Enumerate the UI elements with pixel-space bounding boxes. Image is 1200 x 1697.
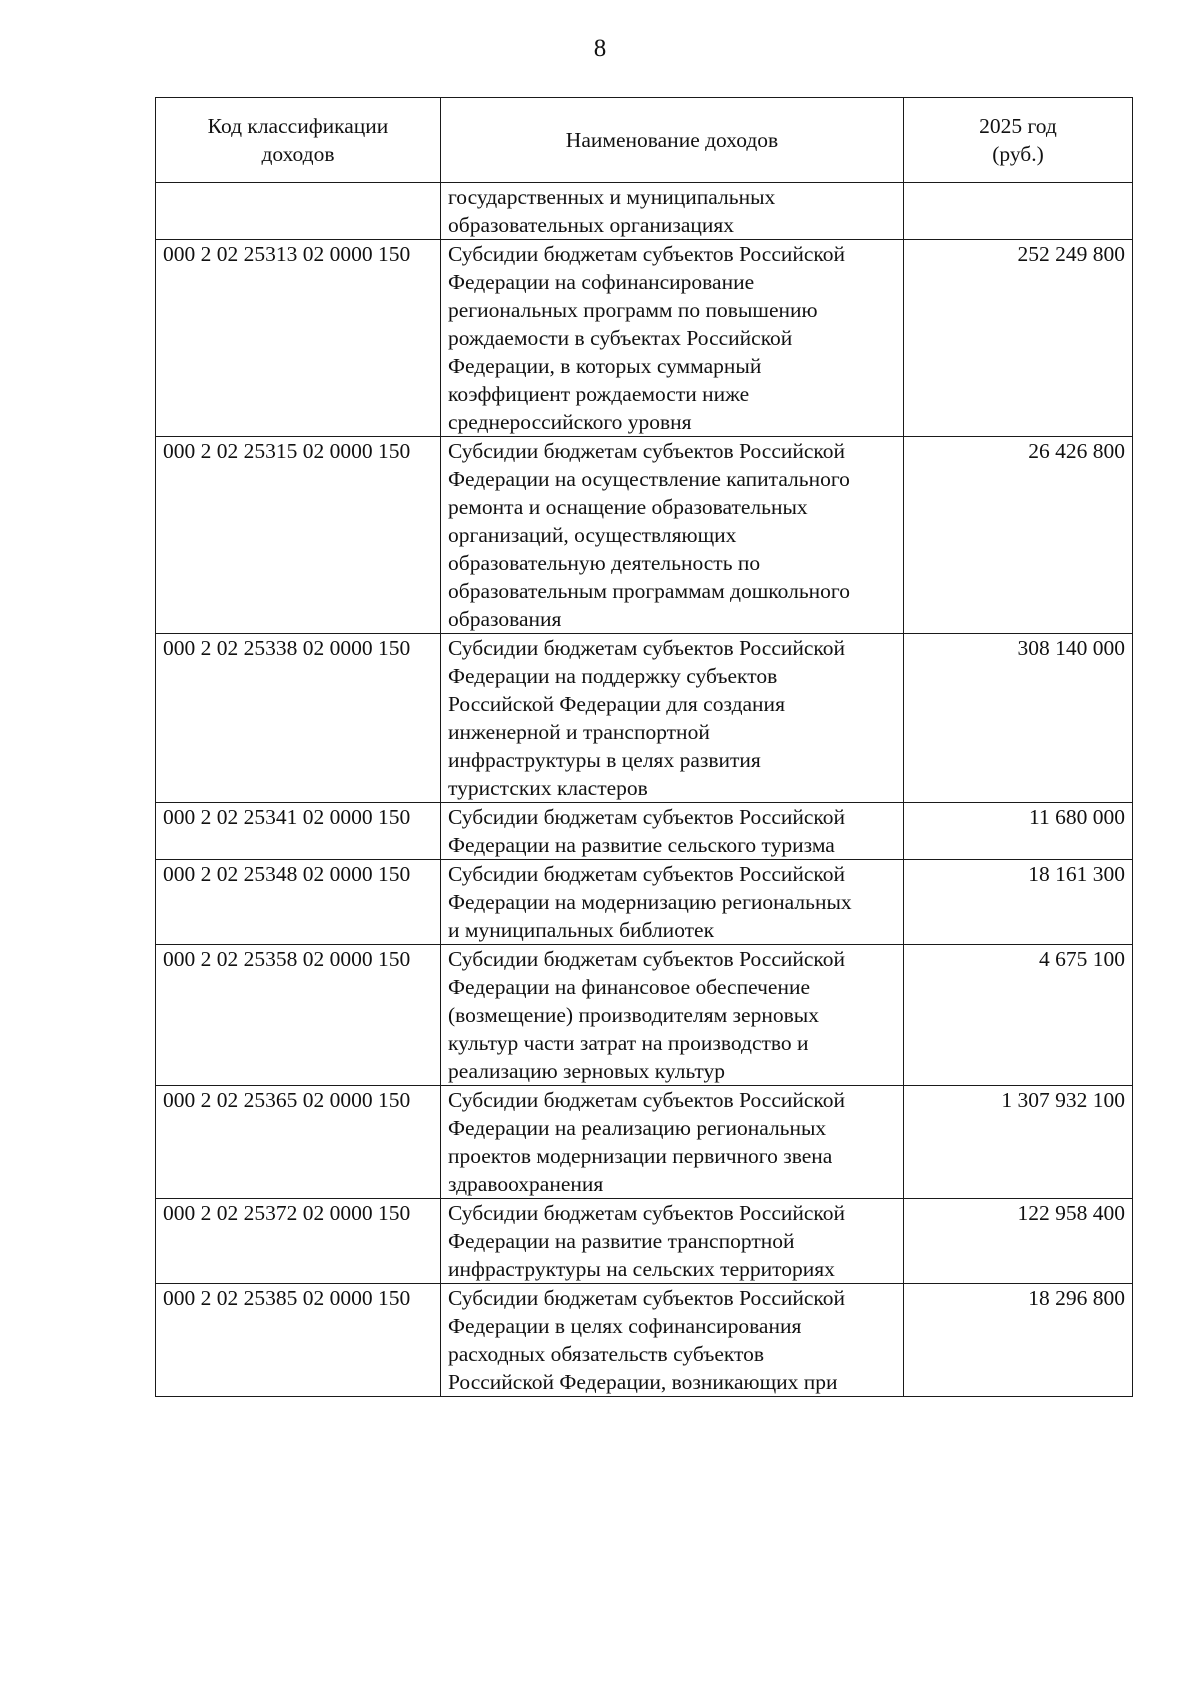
income-amount: 122 958 400 xyxy=(904,1199,1133,1284)
income-name xyxy=(441,1086,904,1199)
income-name-line: образования xyxy=(448,607,562,631)
header-code-line-2: доходов xyxy=(261,142,335,166)
income-name-line: Федерации на поддержку субъектов xyxy=(448,664,778,688)
income-name-line: здравоохранения xyxy=(448,1172,604,1196)
income-name xyxy=(441,1284,904,1397)
income-code: 000 2 02 25385 02 0000 150 xyxy=(156,1284,441,1397)
income-name-line: инженерной и транспортной xyxy=(448,720,710,744)
income-name-line: расходных обязательств субъектов xyxy=(448,1342,765,1366)
income-amount: 26 426 800 xyxy=(904,437,1133,634)
income-name-line: региональных программ по повышению xyxy=(448,298,818,322)
income-name-line: (возмещение) производителям зерновых xyxy=(448,1003,819,1027)
income-amount: 4 675 100 xyxy=(904,945,1133,1086)
income-name-line: Субсидии бюджетам субъектов Российской xyxy=(448,947,846,971)
income-name-line: Федерации на осуществление капитального xyxy=(448,467,850,491)
income-code: 000 2 02 25338 02 0000 150 xyxy=(156,634,441,803)
income-amount: 18 296 800 xyxy=(904,1284,1133,1397)
page-number: 8 xyxy=(593,35,607,62)
income-code: 000 2 02 25365 02 0000 150 xyxy=(156,1086,441,1199)
income-name-line: коэффициент рождаемости ниже xyxy=(448,382,750,406)
income-name-line: культур части затрат на производство и xyxy=(448,1031,809,1055)
income-name xyxy=(441,1199,904,1284)
income-code: 000 2 02 25315 02 0000 150 xyxy=(156,437,441,634)
income-name-line: ремонта и оснащение образовательных xyxy=(448,495,808,519)
income-name-line: образовательным программам дошкольного xyxy=(448,579,850,603)
income-name-line: Федерации на модернизацию региональных xyxy=(448,890,852,914)
table-row xyxy=(156,945,1133,1086)
income-name xyxy=(441,183,904,240)
income-name-line: Федерации на развитие транспортной xyxy=(448,1229,795,1253)
income-name-line: Федерации на финансовое обеспечение xyxy=(448,975,811,999)
income-name-line: Субсидии бюджетам субъектов Российской xyxy=(448,1286,846,1310)
income-name xyxy=(441,945,904,1086)
income-name-line: Российской Федерации для создания xyxy=(448,692,785,716)
table-row xyxy=(156,240,1133,437)
income-amount: 18 161 300 xyxy=(904,860,1133,945)
table-row xyxy=(156,860,1133,945)
income-code: 000 2 02 25358 02 0000 150 xyxy=(156,945,441,1086)
income-code: 000 2 02 25341 02 0000 150 xyxy=(156,803,441,860)
income-name-line: инфраструктуры на сельских территориях xyxy=(448,1257,835,1281)
header-amount xyxy=(904,98,1133,183)
income-amount: 11 680 000 xyxy=(904,803,1133,860)
income-name-line: Федерации на развитие сельского туризма xyxy=(448,833,835,857)
income-name-line: Российской Федерации, возникающих при xyxy=(448,1370,838,1394)
income-name-line: Субсидии бюджетам субъектов Российской xyxy=(448,636,846,660)
income-name-line: среднероссийского уровня xyxy=(448,410,692,434)
income-name-line: рождаемости в субъектах Российской xyxy=(448,326,793,350)
income-name-line: Федерации на реализацию региональных xyxy=(448,1116,827,1140)
income-name-line: Федерации на софинансирование xyxy=(448,270,755,294)
income-name-line: государственных и муниципальных xyxy=(448,185,776,209)
income-name-line: Субсидии бюджетам субъектов Российской xyxy=(448,1201,846,1225)
income-code: 000 2 02 25372 02 0000 150 xyxy=(156,1199,441,1284)
income-name xyxy=(441,437,904,634)
income-name-line: образовательную деятельность по xyxy=(448,551,761,575)
income-amount: 1 307 932 100 xyxy=(904,1086,1133,1199)
income-name-line: образовательных организациях xyxy=(448,213,735,237)
header-amount-line-1: 2025 год xyxy=(979,114,1057,138)
header-amount-line-2: (руб.) xyxy=(992,142,1044,166)
income-amount: 308 140 000 xyxy=(904,634,1133,803)
income-name-line: инфраструктуры в целях развития xyxy=(448,748,761,772)
table-row xyxy=(156,183,1133,240)
income-name-line: и муниципальных библиотек xyxy=(448,918,715,942)
income-name-line: Федерации в целях софинансирования xyxy=(448,1314,802,1338)
table-row xyxy=(156,437,1133,634)
income-name-line: проектов модернизации первичного звена xyxy=(448,1144,833,1168)
table-row xyxy=(156,1199,1133,1284)
income-name xyxy=(441,860,904,945)
header-row xyxy=(156,98,1133,183)
table-row xyxy=(156,803,1133,860)
header-code xyxy=(156,98,441,183)
income-table xyxy=(155,97,1133,1397)
header-name: Наименование доходов xyxy=(441,98,904,183)
header-code-line-1: Код классификации xyxy=(207,114,389,138)
income-amount: 252 249 800 xyxy=(904,240,1133,437)
table-row xyxy=(156,1284,1133,1397)
income-name xyxy=(441,240,904,437)
income-name xyxy=(441,803,904,860)
income-name-line: Субсидии бюджетам субъектов Российской xyxy=(448,242,846,266)
table-row xyxy=(156,634,1133,803)
table-body xyxy=(156,183,1133,1397)
income-name xyxy=(441,634,904,803)
income-name-line: Субсидии бюджетам субъектов Российской xyxy=(448,805,846,829)
income-name-line: Субсидии бюджетам субъектов Российской xyxy=(448,862,846,886)
income-name-line: организаций, осуществляющих xyxy=(448,523,737,547)
income-name-line: Субсидии бюджетам субъектов Российской xyxy=(448,1088,846,1112)
income-name-line: туристских кластеров xyxy=(448,776,648,800)
income-name-line: Субсидии бюджетам субъектов Российской xyxy=(448,439,846,463)
income-amount xyxy=(904,183,1133,240)
income-code: 000 2 02 25313 02 0000 150 xyxy=(156,240,441,437)
income-name-line: Федерации, в которых суммарный xyxy=(448,354,762,378)
table-row xyxy=(156,1086,1133,1199)
income-code xyxy=(156,183,441,240)
income-name-line: реализацию зерновых культур xyxy=(448,1059,726,1083)
income-code: 000 2 02 25348 02 0000 150 xyxy=(156,860,441,945)
